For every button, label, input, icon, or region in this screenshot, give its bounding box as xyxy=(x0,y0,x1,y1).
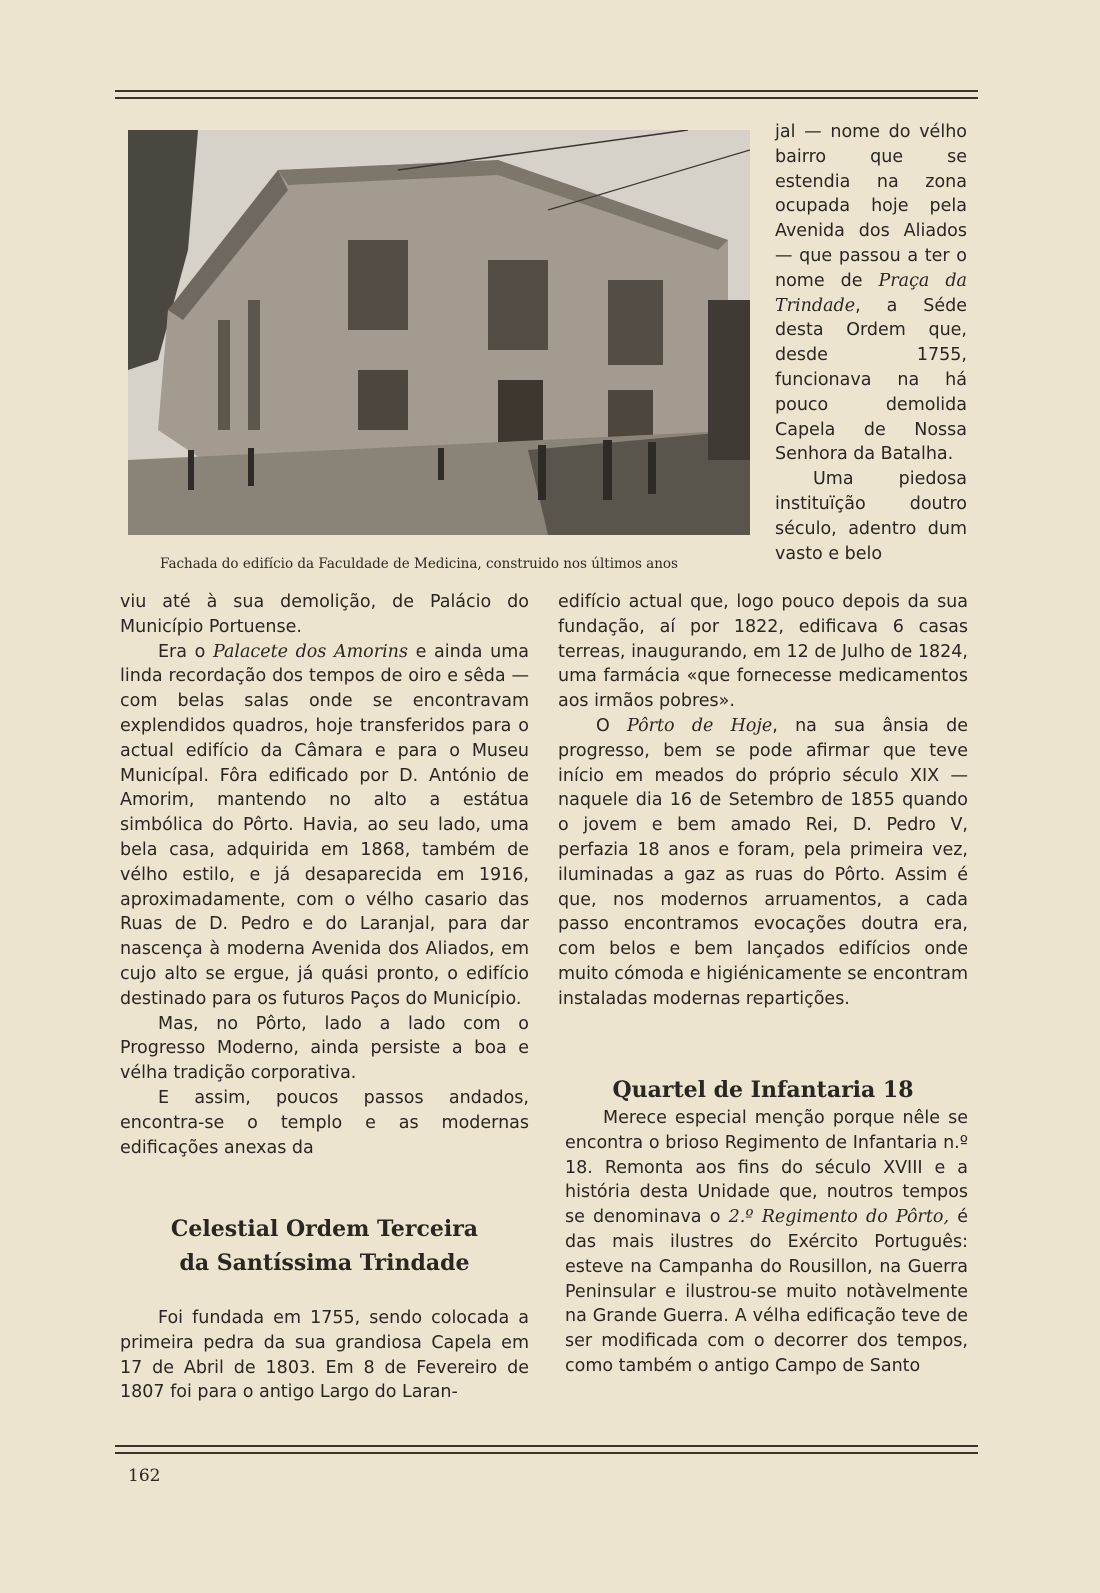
left-column-bottom xyxy=(120,1306,529,1405)
paragraph: Era o Palacete dos Amorins e ainda uma linda recordação dos tempos de oiro e sêda — com belas salas onde se encontravam explendidos quadros, hoje transferidos para o actual edifício da Câmara e para o Museu Municípal. Fôra edificado por D. António de Amorim, mantendo no alto a estátua simbólica do Pôrto. Havia, ao seu lado, uma bela casa, adquirida em 1868, também de vélho estilo, e já desaparecida em 1916, aproximadamente, com o vélho casario das Ruas de D. Pedro e do Laranjal, para dar nascença à moderna Avenida dos Aliados, em cujo alto se ergue, já quási pronto, o edifício destinado para os futuros Paços do Município. xyxy=(120,641,529,1009)
bottom-rule xyxy=(115,1445,978,1454)
right-column-bottom xyxy=(565,1106,968,1379)
paragraph: jal — nome do vélho bairro que se estendia na zona ocupada hoje pela Avenida dos Aliados — que passou a ter o nome de Praça da Trindade, a Séde desta Ordem que, desde 1755, funcionava na há pouco demolida Capela de Nossa Senhora da Batalha. xyxy=(775,122,967,465)
paragraph: edifício actual que, logo pouco depois da sua fundação, aí por 1822, edificava 6 casas terreas, inaugurando, em 12 de Julho de 1824, uma farmácia «que fornecesse medicamentos aos irmãos pobres». xyxy=(558,592,968,712)
page-number: 162 xyxy=(128,1466,161,1486)
paragraph: E assim, poucos passos andados, encontra-se o templo e as modernas edificações anexas da xyxy=(120,1087,529,1158)
heading-line: Celestial Ordem Terceira xyxy=(170,1216,479,1242)
building-photo xyxy=(128,130,750,535)
paragraph: Foi fundada em 1755, sendo colocada a primeira pedra da sua grandiosa Capela em 17 de Abril de 1803. Em 8 de Fevereiro de 1807 foi para o antigo Largo do Laran- xyxy=(120,1308,529,1403)
paragraph: Merece especial menção porque nêle se encontra o brioso Regimento de Infantaria n.º 18. Remonta aos fins do século XVIII e a história desta Unidade que, noutros tempos se denominava o 2.º Regimento do Pôrto, é das mais ilustres do Exército Português: esteve na Campanha do Rousillon, na Guerra Peninsular e ilustrou-se muito notàvelmente na Grande Guerra. A vélha edificação teve de ser modificada com o decorrer dos tempos, como também o antigo Campo de Santo xyxy=(565,1108,968,1376)
right-top-column xyxy=(775,120,967,566)
paragraph: Mas, no Pôrto, lado a lado com o Progresso Moderno, ainda persiste a boa e vélha tradição corporativa. xyxy=(120,1013,529,1084)
section-heading-quartel: Quartel de Infantaria 18 xyxy=(612,1077,914,1103)
paragraph: Uma piedosa instituïção doutro século, adentro dum vasto e belo xyxy=(775,469,967,564)
top-rule xyxy=(115,90,978,99)
left-column xyxy=(120,590,529,1160)
heading-line: da Santíssima Trindade xyxy=(179,1250,470,1276)
paragraph: viu até à sua demolição, de Palácio do Município Portuense. xyxy=(120,592,529,637)
paragraph: O Pôrto de Hoje, na sua ânsia de progresso, bem se pode afirmar que teve início em meados do próprio século XIX — naquele dia 16 de Setembro de 1855 quando o jovem e bem amado Rei, D. Pedro V, perfazia 18 anos e foram, pela primeira vez, iluminadas a gaz as ruas do Pôrto. Assim é que, nos modernos arruamentos, a cada passo encontramos evocações doutra era, com belos e bem lançados edifícios onde muito cómoda e higiénicamente se encontram instaladas modernas repartições. xyxy=(558,715,968,1009)
right-column xyxy=(558,590,968,1012)
section-heading-celestial-ordem xyxy=(120,1212,529,1280)
photo-caption: Fachada do edifício da Faculdade de Medicina, construido nos últimos anos xyxy=(160,556,678,572)
